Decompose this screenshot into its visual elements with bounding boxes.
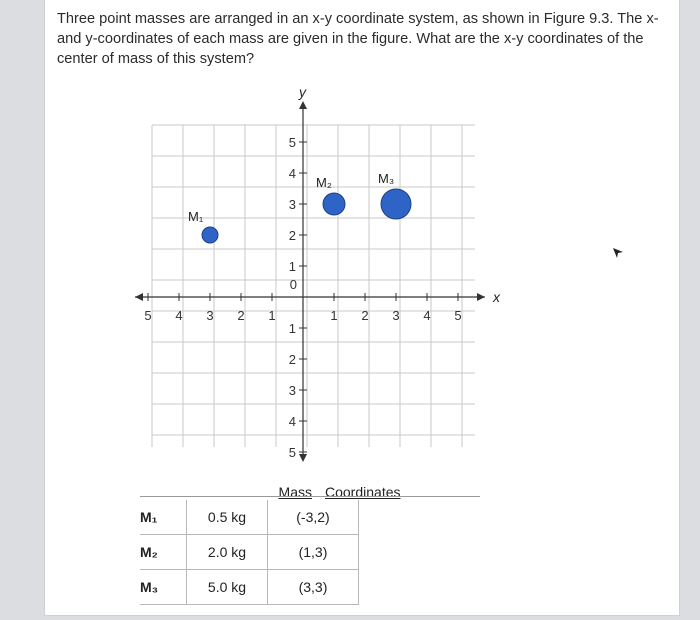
x-tick-label: 4 bbox=[423, 308, 431, 323]
y-tick-label: 3 bbox=[288, 197, 296, 212]
x-tick-label: 1 bbox=[330, 308, 338, 323]
x-tick-label: 1 bbox=[268, 308, 276, 323]
header-rule bbox=[140, 496, 480, 497]
question-card bbox=[44, 0, 680, 616]
mass-value: 5.0 kg bbox=[187, 570, 268, 605]
y-axis-label: y bbox=[299, 84, 306, 100]
y-tick-label: 5 bbox=[288, 135, 296, 150]
question-text: Three point masses are arranged in an x-y coordinate system, as shown in Figure 9.3. The x- and y-coordinates of each mass are given in the figure. What are the x-y coordinates of the center of mass of this system? bbox=[57, 11, 659, 67]
table-row bbox=[140, 500, 359, 535]
mass-column-header: Mass bbox=[278, 484, 312, 500]
table-row bbox=[140, 570, 359, 605]
x-axis-arrow-left bbox=[135, 293, 143, 301]
x-tick-label: 3 bbox=[392, 308, 400, 323]
y-tick-label: 1 bbox=[288, 321, 296, 336]
coordinate-figure bbox=[90, 84, 500, 470]
mass-label-m2: M₂ bbox=[316, 175, 332, 190]
mass-point-m1 bbox=[202, 227, 218, 243]
mass-coordinates: (1,3) bbox=[268, 535, 359, 570]
coordinates-column-header: Coordinates bbox=[325, 484, 401, 500]
y-axis-arrow-up bbox=[299, 101, 307, 109]
x-tick-label: 4 bbox=[175, 308, 183, 323]
origin-label: 0 bbox=[289, 277, 297, 292]
y-tick-label: 1 bbox=[288, 259, 296, 274]
mass-coordinates: (-3,2) bbox=[268, 500, 359, 535]
y-tick-label: 5 bbox=[288, 445, 296, 460]
mass-point-m2 bbox=[323, 193, 345, 215]
mass-value: 2.0 kg bbox=[187, 535, 268, 570]
y-tick-label: 4 bbox=[288, 166, 296, 181]
y-tick-label: 2 bbox=[288, 352, 296, 367]
y-tick-label: 3 bbox=[288, 383, 296, 398]
mass-point-m3 bbox=[381, 189, 411, 219]
x-tick-label: 2 bbox=[237, 308, 245, 323]
x-tick-label: 5 bbox=[144, 308, 152, 323]
x-tick-label: 5 bbox=[454, 308, 462, 323]
mass-name: M₃ bbox=[140, 570, 187, 605]
y-axis-arrow-down bbox=[299, 454, 307, 462]
mass-label-m1: M₁ bbox=[188, 209, 204, 224]
mass-table bbox=[140, 500, 359, 605]
mass-value: 0.5 kg bbox=[187, 500, 268, 535]
x-axis-label: x bbox=[493, 289, 500, 305]
x-axis-arrow-right bbox=[477, 293, 485, 301]
coordinate-plot bbox=[90, 84, 500, 470]
mass-name: M₁ bbox=[140, 500, 187, 535]
x-tick-label: 2 bbox=[361, 308, 369, 323]
mass-coordinates: (3,3) bbox=[268, 570, 359, 605]
y-tick-label: 4 bbox=[288, 414, 296, 429]
mass-label-m3: M₃ bbox=[378, 171, 395, 186]
mass-name: M₂ bbox=[140, 535, 187, 570]
mouse-cursor-icon bbox=[611, 246, 625, 260]
y-tick-label: 2 bbox=[288, 228, 296, 243]
x-tick-label: 3 bbox=[206, 308, 214, 323]
table-row bbox=[140, 535, 359, 570]
